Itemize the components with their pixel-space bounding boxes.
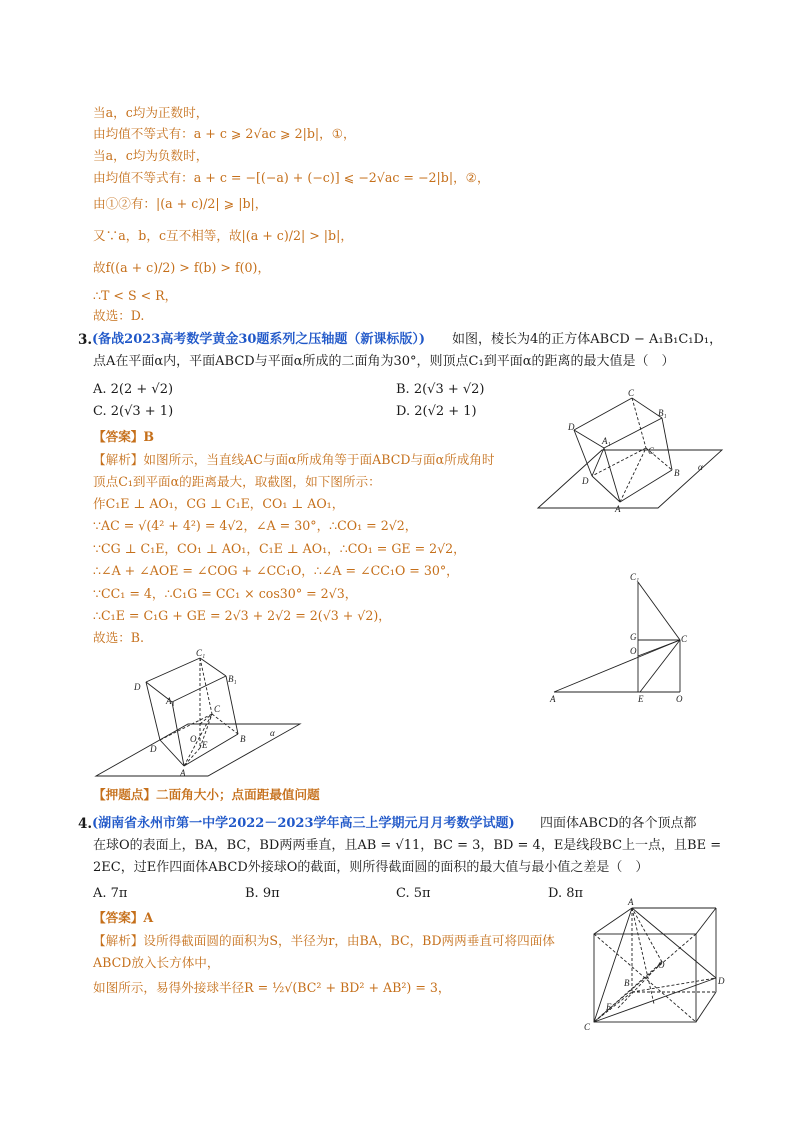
- analysis-line: ∴∠A + ∠AOE = ∠COG + ∠CC₁O，∴∠A = ∠CC₁O = 30°，: [93, 563, 459, 578]
- label-a: A: [628, 897, 634, 907]
- option-c: C. 2(√3 + 1): [93, 404, 174, 419]
- label-e: E: [606, 1002, 612, 1012]
- option-c: C. 5π: [396, 886, 431, 901]
- analysis-line: 故选：B.: [93, 630, 145, 645]
- label-d2: D: [150, 744, 157, 754]
- label-b1: B₁: [658, 408, 667, 418]
- label-o2: O: [676, 694, 683, 704]
- label-d: D: [568, 422, 575, 432]
- label-c-inner: C: [648, 446, 655, 456]
- question-number: 4.: [78, 816, 93, 832]
- analysis-line: 作C₁E ⊥ AO₁，CG ⊥ C₁E，CO₁ ⊥ AO₁，: [93, 496, 345, 511]
- label-b: B: [624, 978, 630, 988]
- label-alpha: α: [698, 462, 703, 472]
- solution-line: 当a，c均为正数时，: [93, 105, 209, 120]
- question-source: (湖南省永州市第一中学2022－2023学年高三上学期元月月考数学试题): [92, 816, 515, 831]
- answer: 【答案】B: [93, 429, 155, 444]
- label-a: A: [180, 768, 186, 778]
- label-a1: A₁: [166, 696, 175, 706]
- label-d2: D: [582, 476, 589, 486]
- label-o: O: [658, 960, 665, 970]
- solution-line: ∴T < S < R，: [93, 288, 178, 303]
- label-a1: A₁: [602, 436, 611, 446]
- label-d: D: [718, 976, 725, 986]
- analysis-line: 【解析】如图所示，当直线AC与面α所成角等于面ABCD与面α所成角时: [93, 452, 495, 467]
- question-stem: 四面体ABCD的各个顶点都: [540, 816, 697, 831]
- solution-line: 由均值不等式有：a + c ⩾ 2√ac ⩾ 2|b|，①，: [93, 126, 356, 141]
- label-e: E: [638, 694, 644, 704]
- label-g: G: [630, 632, 637, 642]
- cube-plane-figure-1: [530, 390, 730, 520]
- label-o: O: [190, 734, 197, 744]
- label-b1: B₁: [228, 674, 237, 684]
- analysis-line: 【解析】设所得截面圆的面积为S，半径为r，由BA，BC，BD两两垂直可将四面体: [93, 933, 555, 948]
- section-figure: [548, 570, 698, 705]
- analysis-line: ∴C₁E = C₁G + GE = 2√3 + 2√2 = 2(√3 + √2)，: [93, 608, 391, 623]
- answer: 【答案】A: [93, 910, 154, 925]
- solution-line: 又∵a，b，c互不相等，故|(a + c)/2| > |b|，: [93, 228, 353, 243]
- label-o: O: [630, 646, 637, 656]
- question-source: (备战2023高考数学黄金30题系列之压轴题（新课标版）): [92, 332, 426, 347]
- solution-line: 当a，c均为负数时，: [93, 148, 209, 163]
- option-b: B. 2(√3 + √2): [396, 382, 485, 397]
- question-stem: 如图，棱长为4的正方体ABCD − A₁B₁C₁D₁，: [452, 332, 723, 347]
- label-a: A: [550, 694, 556, 704]
- analysis-line: ∵CG ⊥ C₁E，CO₁ ⊥ AO₁，C₁E ⊥ AO₁，∴CO₁ = GE = 2√2，: [93, 541, 466, 556]
- cube-plane-figure-2: [92, 648, 312, 783]
- question-stem: 点A在平面α内，平面ABCD与平面α所成的二面角为30°，则顶点C₁到平面α的距离的最大值是（ ）: [93, 354, 675, 369]
- label-c1: C₁: [630, 572, 640, 582]
- solution-line: 故f((a + c)/2) > f(b) > f(0)，: [93, 260, 271, 275]
- solution-line: 由①②有：|(a + c)/2| ⩾ |b|，: [93, 196, 268, 211]
- question-stem: 2EC，过E作四面体ABCD外接球O的截面，则所得截面圆的面积的最大值与最小值之差是（ ）: [93, 860, 649, 875]
- option-a: A. 2(2 + √2): [93, 382, 174, 397]
- label-b: B: [674, 468, 680, 478]
- key-point: 【押题点】二面角大小；点面距最值问题: [93, 787, 320, 802]
- option-b: B. 9π: [245, 886, 280, 901]
- label-c1: C₁: [196, 648, 206, 658]
- analysis-line: ∵AC = √(4² + 4²) = 4√2，∠A = 30°，∴CO₁ = 2√2，: [93, 518, 418, 533]
- label-c: C: [214, 704, 221, 714]
- option-a: A. 7π: [93, 886, 128, 901]
- label-c: C: [681, 634, 688, 644]
- label-c: C: [584, 1022, 591, 1032]
- label-b: B: [240, 734, 246, 744]
- label-alpha: α: [270, 728, 275, 738]
- label-c: C: [628, 388, 635, 398]
- solution-line: 故选：D.: [93, 308, 145, 323]
- option-d: D. 2(√2 + 1): [396, 404, 477, 419]
- label-d: D: [134, 682, 141, 692]
- question-stem: 在球O的表面上，BA，BC，BD两两垂直，且AB = √11，BC = 3，BD = 4，E是线段BC上一点，且BE =: [93, 838, 722, 853]
- tetrahedron-box-figure: [580, 896, 730, 1031]
- analysis-line: 顶点C₁到平面α的距离最大，取截图，如下图所示：: [93, 474, 381, 489]
- analysis-line: ∵CC₁ = 4，∴C₁G = CC₁ × cos30° = 2√3，: [93, 586, 358, 601]
- option-d: D. 8π: [548, 886, 584, 901]
- label-a: A: [615, 504, 621, 514]
- question-number: 3.: [78, 332, 93, 348]
- label-e: E: [202, 740, 208, 750]
- analysis-line: 如图所示，易得外接球半径R = ½√(BC² + BD² + AB²) = 3，: [93, 980, 451, 995]
- analysis-line: ABCD放入长方体中，: [93, 955, 220, 970]
- solution-line: 由均值不等式有：a + c = −[(−a) + (−c)] ⩽ −2√ac = −2|b|，②，: [93, 170, 490, 185]
